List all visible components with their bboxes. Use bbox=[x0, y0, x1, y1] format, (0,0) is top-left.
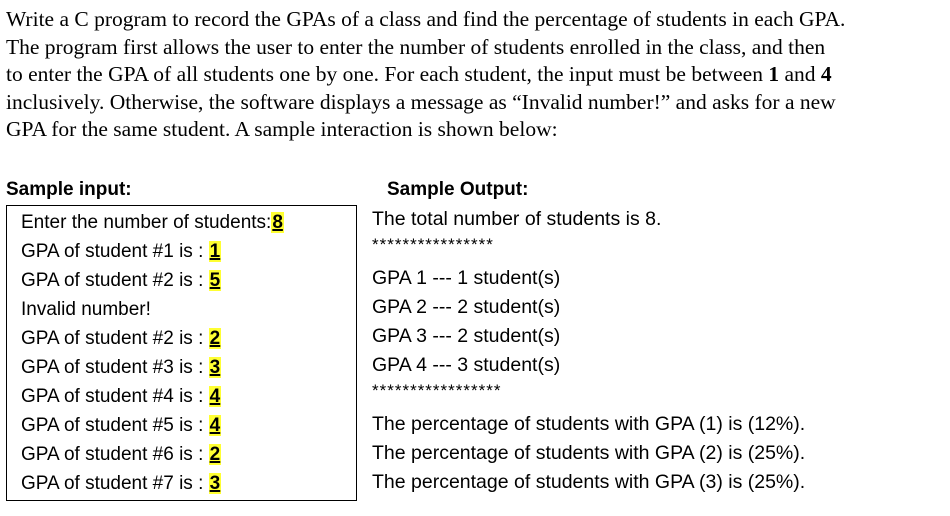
input-row-label: GPA of student #6 is : bbox=[21, 444, 209, 465]
input-row-value: 3 bbox=[209, 357, 221, 378]
input-row bbox=[21, 414, 221, 438]
input-row-label: GPA of student #7 is : bbox=[21, 473, 209, 494]
input-row bbox=[21, 443, 221, 467]
input-row-value: 8 bbox=[272, 212, 283, 233]
input-row-value: 2 bbox=[209, 328, 221, 349]
input-row-label: GPA of student #1 is : bbox=[21, 241, 209, 262]
sample-input-box bbox=[6, 205, 357, 501]
problem-statement bbox=[6, 6, 942, 144]
input-row-value: 3 bbox=[209, 473, 221, 494]
output-total: The total number of students is 8. bbox=[372, 208, 662, 230]
input-row-label: Enter the number of students: bbox=[21, 212, 272, 233]
output-count-gpa-2: GPA 2 --- 2 student(s) bbox=[372, 296, 561, 318]
input-row-label: GPA of student #5 is : bbox=[21, 415, 209, 436]
output-percentage-gpa-2: The percentage of students with GPA (2) is (25%). bbox=[372, 442, 806, 464]
prompt-line-3-and: and bbox=[779, 62, 821, 87]
input-row bbox=[21, 472, 221, 496]
output-separator-1: **************** bbox=[372, 235, 494, 254]
output-count-gpa-3: GPA 3 --- 2 student(s) bbox=[372, 325, 561, 347]
input-row bbox=[21, 211, 284, 235]
output-separator-2: ***************** bbox=[372, 381, 502, 400]
prompt-line-5: GPA for the same student. A sample interaction is shown below: bbox=[6, 117, 558, 142]
input-row-label: GPA of student #3 is : bbox=[21, 357, 209, 378]
input-row bbox=[21, 240, 221, 264]
input-row-value: 4 bbox=[209, 415, 221, 436]
sample-output-heading: Sample Output: bbox=[387, 179, 529, 200]
prompt-line-2: The program first allows the user to enter the number of students enrolled in the class, and then bbox=[6, 34, 826, 59]
input-row-value: 5 bbox=[209, 270, 221, 291]
output-count-gpa-4: GPA 4 --- 3 student(s) bbox=[372, 354, 561, 376]
upper-bound: 4 bbox=[820, 62, 832, 87]
prompt-line-1: Write a C program to record the GPAs of a class and find the percentage of students in each GPA. bbox=[6, 7, 846, 31]
sample-input-heading: Sample input: bbox=[6, 179, 132, 200]
output-percentage-gpa-3: The percentage of students with GPA (3) is (25%). bbox=[372, 471, 806, 493]
input-row-value: 1 bbox=[209, 241, 221, 262]
input-row bbox=[21, 327, 221, 351]
input-row bbox=[21, 385, 221, 409]
input-row-label: Invalid number! bbox=[21, 299, 151, 320]
input-row-value: 4 bbox=[209, 386, 221, 407]
input-row-label: GPA of student #4 is : bbox=[21, 386, 209, 407]
input-row bbox=[21, 269, 221, 293]
input-row-value: 2 bbox=[209, 444, 221, 465]
prompt-line-4: inclusively. Otherwise, the software displays a message as “Invalid number!” and asks for a new bbox=[6, 89, 836, 114]
input-row-label: GPA of student #2 is : bbox=[21, 328, 209, 349]
input-row-label: GPA of student #2 is : bbox=[21, 270, 209, 291]
output-percentage-gpa-1: The percentage of students with GPA (1) is (12%). bbox=[372, 413, 806, 435]
prompt-line-3 bbox=[6, 61, 942, 89]
input-message-row bbox=[21, 298, 151, 322]
lower-bound: 1 bbox=[768, 62, 780, 87]
input-row bbox=[21, 356, 221, 380]
prompt-line-3-start: to enter the GPA of all students one by one. For each student, the input must be between bbox=[6, 62, 769, 87]
output-count-gpa-1: GPA 1 --- 1 student(s) bbox=[372, 267, 561, 289]
